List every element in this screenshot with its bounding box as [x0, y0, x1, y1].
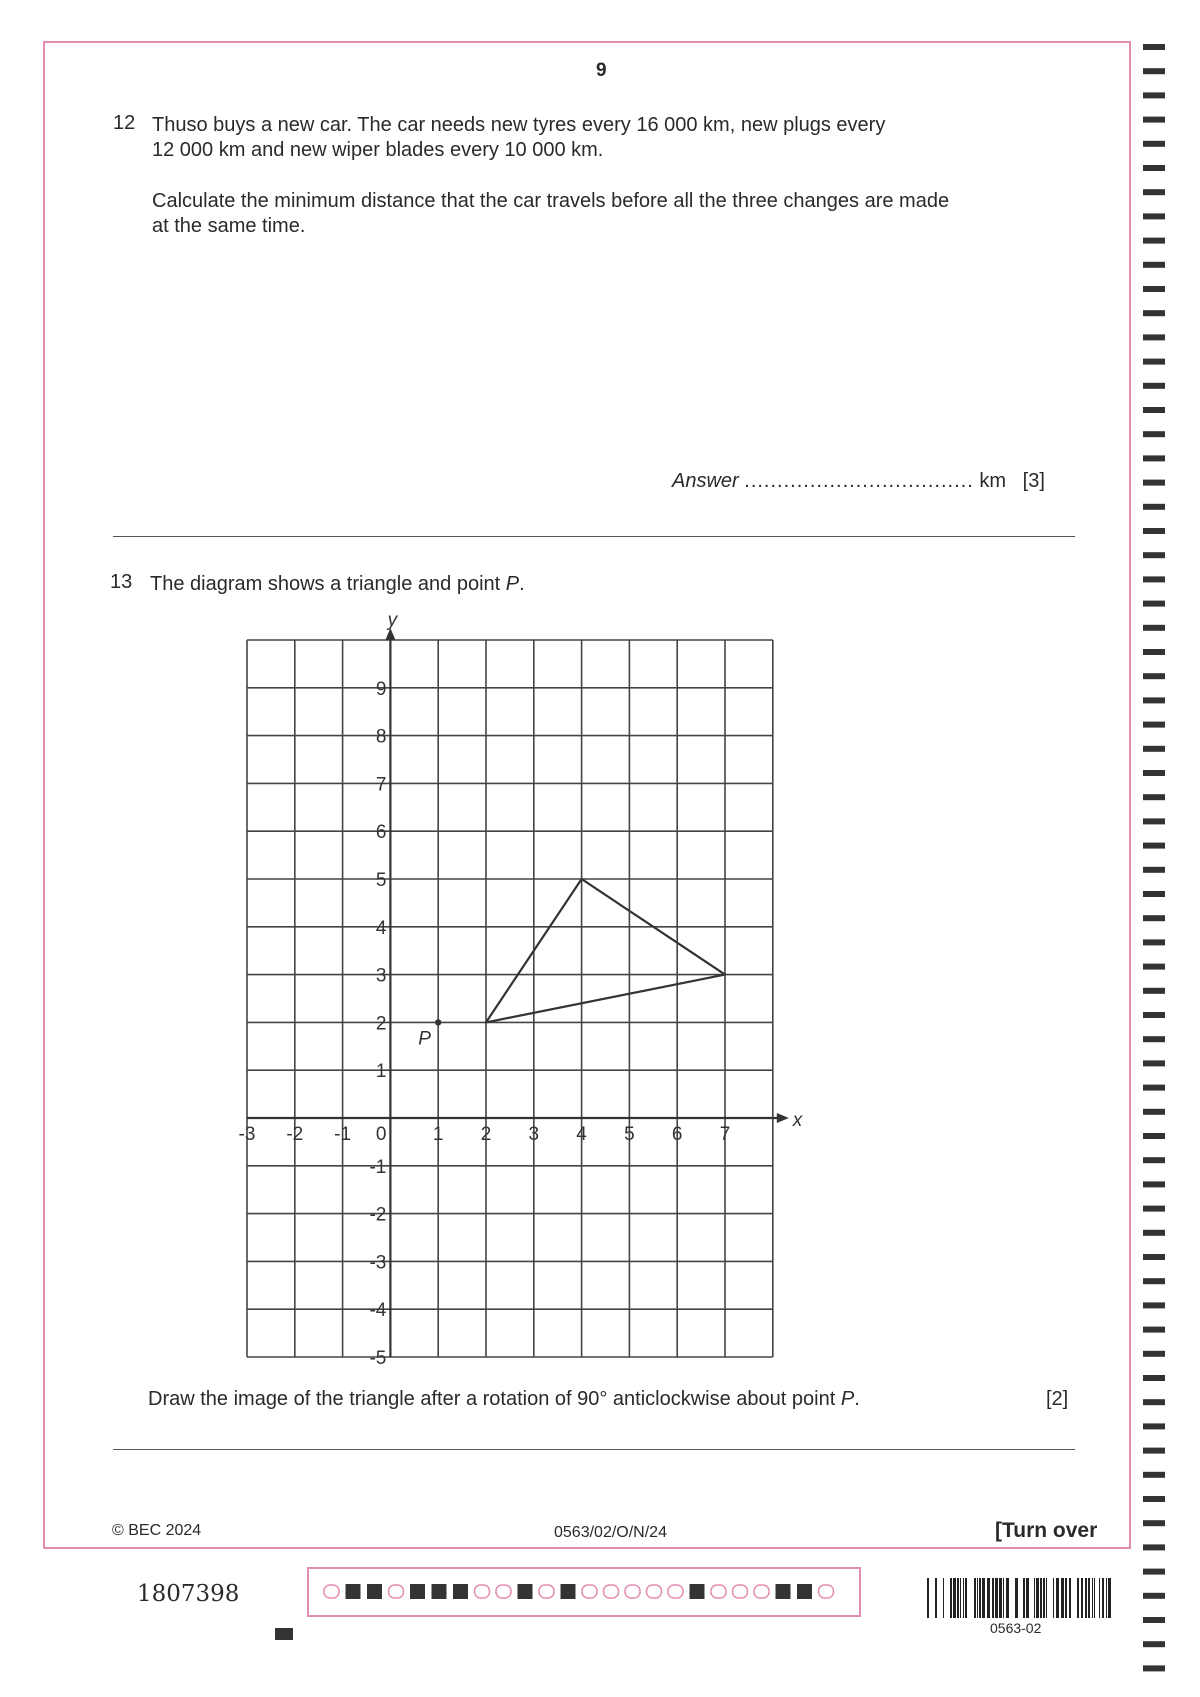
x-tick-label: 7 — [719, 1124, 731, 1145]
question-12-line-1: Thuso buys a new car. The car needs new tyres every 16 000 km, new plugs every — [152, 114, 886, 136]
y-tick-label: -1 — [369, 1156, 387, 1178]
marking-strip — [324, 1584, 834, 1599]
x-tick-label: 5 — [624, 1124, 635, 1145]
mark-empty — [604, 1585, 619, 1598]
x-tick-label: 4 — [576, 1124, 587, 1145]
y-tick-label: 1 — [375, 1061, 387, 1083]
point-p-label: P — [418, 1028, 431, 1050]
question-12-line-3: Calculate the minimum distance that the car travels before all the three changes are made — [152, 190, 950, 212]
barcode-code: 0563-02 — [990, 1620, 1042, 1636]
mark-empty — [647, 1585, 662, 1598]
question-12-number: 12 — [113, 112, 136, 134]
x-tick-label: 2 — [480, 1124, 492, 1145]
mark-empty — [625, 1585, 640, 1598]
mark-empty — [819, 1585, 834, 1598]
mark-empty — [496, 1585, 511, 1598]
y-tick-label: 8 — [375, 726, 387, 748]
origin-label: 0 — [375, 1124, 387, 1145]
x-tick-label: -3 — [238, 1124, 256, 1145]
mark-empty — [754, 1585, 769, 1598]
mark-empty — [389, 1585, 404, 1598]
mark-empty — [324, 1585, 339, 1598]
x-tick-label: 6 — [671, 1124, 683, 1145]
question-13-number: 13 — [110, 571, 133, 593]
mark-empty — [539, 1585, 554, 1598]
question-13-marks: [2] — [1046, 1388, 1069, 1410]
answer-unit: km — [979, 470, 1006, 492]
y-axis-label: y — [387, 610, 398, 631]
y-tick-label: 9 — [375, 678, 387, 700]
mark-filled — [453, 1584, 468, 1599]
mark-filled — [561, 1584, 576, 1599]
x-tick-label: 3 — [528, 1124, 540, 1145]
x-tick-label: -2 — [286, 1124, 304, 1145]
question-13-instruction: Draw the image of the triangle after a rotation of 90° anticlockwise about point P. — [148, 1388, 860, 1410]
answer-label: Answer — [672, 470, 739, 492]
x-axis-label: x — [792, 1110, 803, 1131]
paper-code: 0563/02/O/N/24 — [554, 1524, 667, 1541]
answer-dots[interactable]: ................................... — [744, 470, 974, 492]
question-13-text: The diagram shows a triangle and point P. — [150, 573, 525, 595]
question-12-line-2: 12 000 km and new wiper blades every 10 000 km. — [152, 139, 604, 161]
mark-empty — [733, 1585, 748, 1598]
mark-filled — [776, 1584, 791, 1599]
mark-filled — [346, 1584, 361, 1599]
timing-marks — [1143, 44, 1165, 1671]
y-tick-label: 5 — [375, 870, 387, 891]
mark-empty — [582, 1585, 597, 1598]
y-tick-label: 6 — [375, 822, 387, 844]
barcode-icon — [927, 1578, 1111, 1618]
y-tick-label: 3 — [375, 965, 387, 987]
y-tick-label: 4 — [375, 917, 387, 939]
y-tick-label: -4 — [369, 1300, 387, 1322]
y-tick-label: 2 — [375, 1013, 387, 1035]
registration-block — [275, 1628, 293, 1640]
question-12-line-4: at the same time. — [152, 215, 306, 237]
y-tick-label: -3 — [369, 1252, 387, 1274]
mark-empty — [668, 1585, 683, 1598]
mark-filled — [518, 1584, 533, 1599]
mark-filled — [410, 1584, 425, 1599]
mark-filled — [797, 1584, 812, 1599]
mark-filled — [432, 1584, 447, 1599]
page-number: 9 — [596, 60, 607, 81]
copyright: © BEC 2024 — [112, 1522, 202, 1539]
question-12-marks: [3] — [1022, 470, 1045, 492]
turn-over-label: [Turn over — [995, 1519, 1098, 1542]
mark-filled — [690, 1584, 705, 1599]
x-tick-label: 1 — [432, 1124, 444, 1145]
x-tick-label: -1 — [334, 1124, 352, 1145]
y-tick-label: -2 — [369, 1204, 387, 1226]
mark-empty — [475, 1585, 490, 1598]
mark-empty — [711, 1585, 726, 1598]
y-tick-label: 7 — [375, 774, 387, 796]
mark-filled — [367, 1584, 382, 1599]
candidate-number: 1807398 — [137, 1581, 240, 1607]
y-tick-label: -5 — [369, 1348, 387, 1369]
